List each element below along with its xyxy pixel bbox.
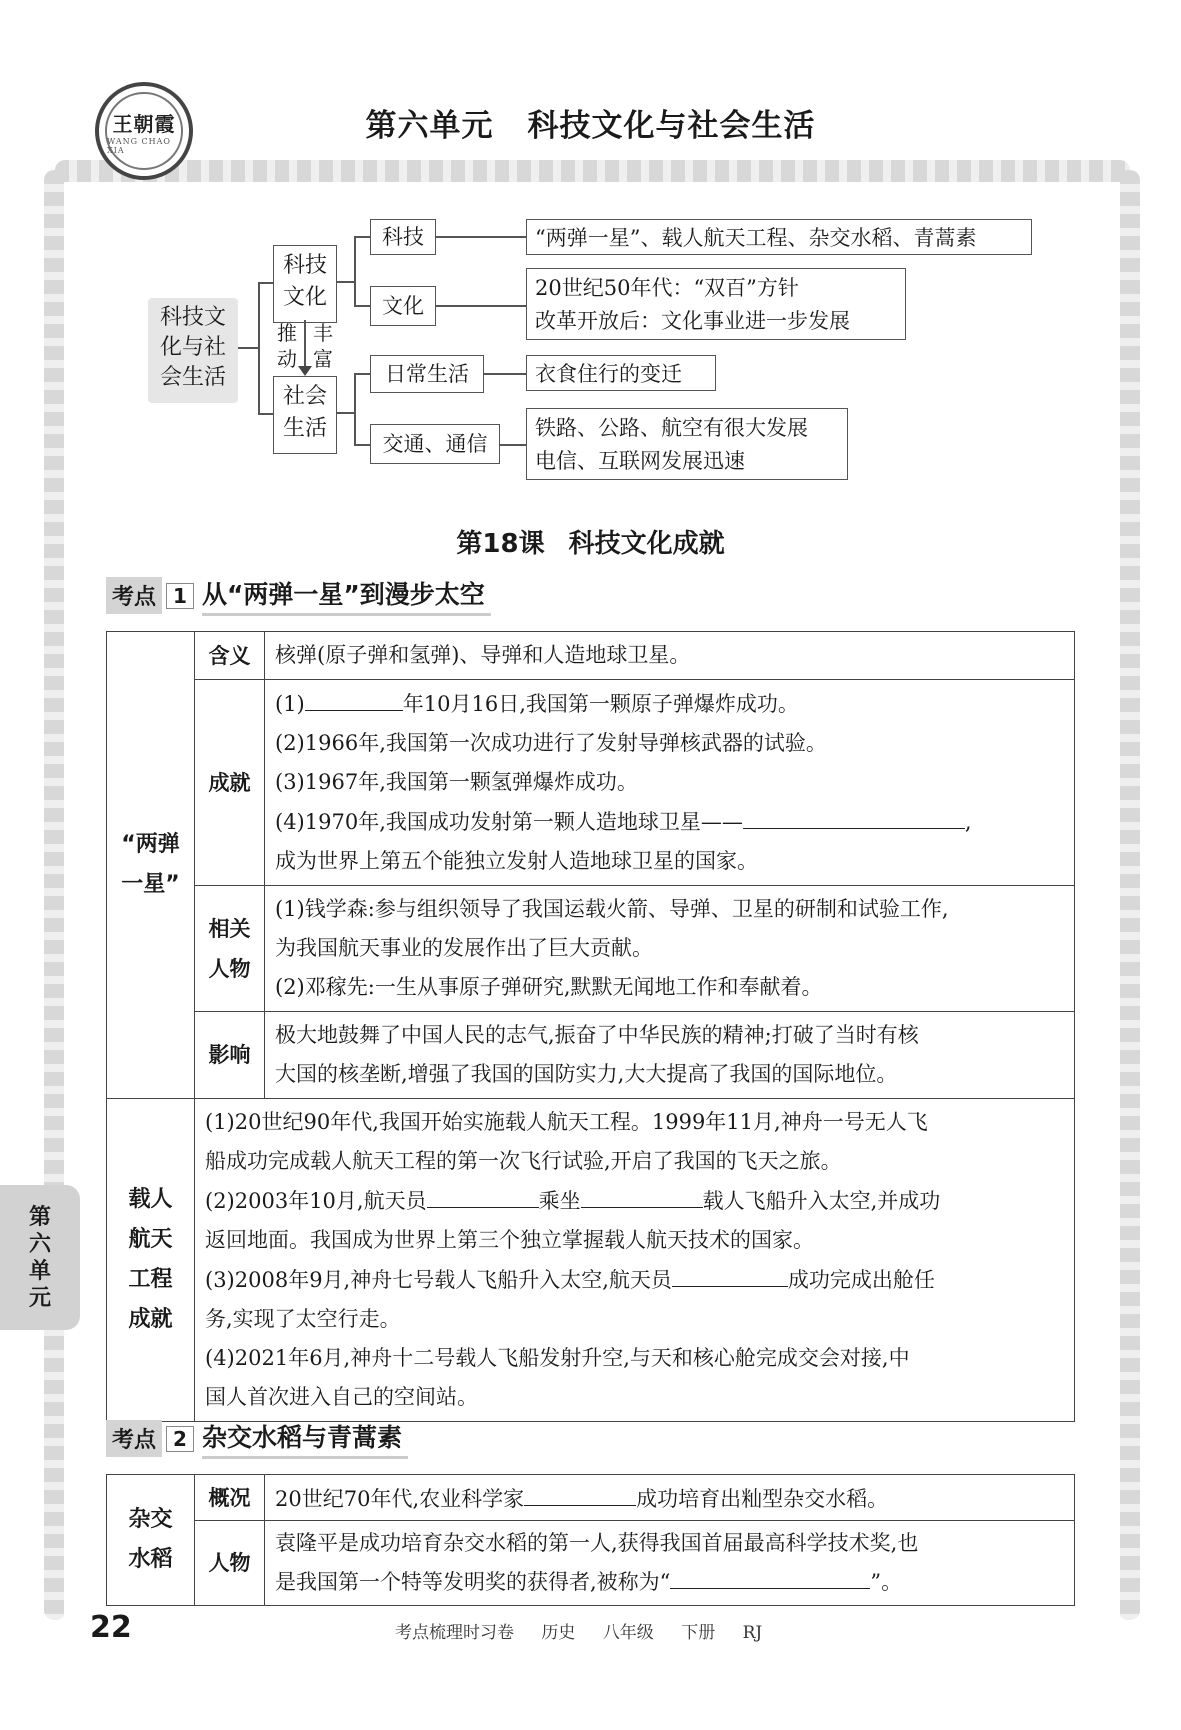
- mm-arrow-left-2: 动: [277, 347, 297, 371]
- kp1-chengjiu-line3: (3)1967年,我国第一颗氢弹爆炸成功。: [275, 770, 638, 794]
- mm-wenhua-detail-1: 20世纪50年代：“双百”方针: [535, 276, 799, 300]
- mm-line-root: [238, 347, 260, 349]
- text: 20世纪70年代,农业科学家: [275, 1487, 525, 1511]
- kp1-renwu-label-2: 人物: [208, 956, 251, 981]
- mm-line-root-vert: [258, 282, 260, 414]
- unit-side-tab: [0, 1185, 80, 1330]
- kp1-tag: 考点: [106, 577, 162, 614]
- kp1-chengjiu-line5: 成为世界上第五个能独立发射人造地球卫星的国家。: [275, 849, 758, 873]
- kp1-group2-line3: 工程: [128, 1267, 173, 1292]
- fill-blank-spacecraft[interactable]: [581, 1181, 703, 1208]
- kp1-hangtian-line5: [205, 1260, 1064, 1300]
- kp1-hangtian: [195, 1099, 1075, 1422]
- mm-wenhua-detail: [526, 268, 906, 340]
- kp2-title: 杂交水稻与青蒿素: [202, 1418, 408, 1459]
- mm-branch2-line2: 生活: [282, 416, 327, 441]
- kp1-group1-line1: “两弹: [121, 832, 180, 857]
- kp2-group-line2: 水稻: [128, 1547, 173, 1572]
- mm-line-to-wenhua: [354, 305, 370, 307]
- kp2-table: [106, 1474, 1075, 1606]
- fill-blank-year[interactable]: [305, 684, 403, 711]
- kp1-renwu-line1: (1)钱学森:参与组织领导了我国运载火箭、导弹、卫星的研制和试验工作,: [275, 897, 949, 921]
- kp1-chengjiu-line2: (2)1966年,我国第一次成功进行了发射导弹核武器的试验。: [275, 731, 827, 755]
- mm-node-jiaotong: [370, 424, 500, 464]
- mm-root-line2: 化与社: [159, 335, 226, 360]
- lesson-number: 第18课: [456, 529, 545, 559]
- kp1-group1-cell: [107, 632, 195, 1099]
- mm-root: [148, 298, 238, 403]
- table-row: [107, 886, 1075, 1012]
- table-row: [107, 1099, 1075, 1422]
- key-point-2-heading: [106, 1418, 408, 1459]
- mm-branch-shehui-shenghuo: [273, 376, 337, 454]
- mm-arrow-label-left: [277, 320, 297, 372]
- text: 年10月16日,我国第一颗原子弹爆炸成功。: [402, 692, 799, 716]
- kp1-chengjiu-line1: [275, 684, 1064, 724]
- mm-line-b2-vert: [354, 373, 356, 445]
- kp1-hanyi: 核弹(原子弹和氢弹)、导弹和人造地球卫星。: [265, 632, 1075, 680]
- kp1-chengjiu-label: 成就: [195, 680, 265, 886]
- table-row: [107, 1012, 1075, 1099]
- kp1-group2-line1: 载人: [128, 1187, 173, 1212]
- kp1-renwu-line2: 为我国航天事业的发展作出了巨大贡献。: [275, 936, 653, 960]
- kp1-hangtian-line3: [205, 1181, 1064, 1221]
- fill-blank-scientist[interactable]: [524, 1479, 636, 1506]
- mm-line-wenhua-detail: [436, 305, 526, 307]
- page-frame-left: [44, 170, 66, 1620]
- mm-line-richang-detail: [484, 373, 526, 375]
- text: (4)1970年,我国成功发射第一颗人造地球卫星——: [275, 810, 743, 834]
- kp1-hangtian-line7: (4)2021年6月,神舟十二号载人飞船发射升空,与天和核心舱完成交会对接,中: [205, 1346, 910, 1370]
- mm-line-to-b2: [258, 413, 274, 415]
- mm-node-richang: [370, 355, 484, 393]
- mm-wenhua-label: 文化: [382, 294, 424, 318]
- mm-keji-label: 科技: [382, 225, 424, 249]
- mm-branch2-line1: 社会: [282, 384, 327, 409]
- mm-jiaotong-label: 交通、通信: [382, 432, 488, 456]
- footer-edition: RJ: [742, 1623, 763, 1643]
- table-row: [107, 1521, 1075, 1606]
- text: 是我国第一个特等发明奖的获得者,被称为“: [275, 1570, 671, 1594]
- mm-line-to-keji: [354, 236, 370, 238]
- mm-branch-keji-wenhua: [273, 245, 337, 323]
- kp2-number: 2: [166, 1426, 194, 1452]
- kp1-number: 1: [166, 583, 194, 609]
- kp1-renwu: [265, 886, 1075, 1012]
- kp1-yingxiang: [265, 1012, 1075, 1099]
- mm-arrow-left-1: 推: [277, 321, 297, 345]
- page-frame-top: [55, 160, 1130, 184]
- kp2-renwu: [265, 1521, 1075, 1606]
- mm-line-b2: [337, 412, 355, 414]
- text: (3)2008年9月,神舟七号载人飞船升入太空,航天员: [205, 1268, 672, 1292]
- mm-branch1-line2: 文化: [282, 285, 327, 310]
- kp1-chengjiu-line4: [275, 802, 1064, 842]
- mm-arrow-shaft: [304, 320, 306, 372]
- kp1-group2-cell: [107, 1099, 195, 1422]
- logo-text: 王朝霞: [112, 111, 176, 136]
- kp1-hanyi-label: 含义: [195, 632, 265, 680]
- mm-line-to-richang: [354, 373, 370, 375]
- mm-arrow-label-right: [313, 320, 333, 372]
- side-tab-char4: 元: [28, 1285, 51, 1311]
- kp1-chengjiu: [265, 680, 1075, 886]
- kp1-yingxiang-line1: 极大地鼓舞了中国人民的志气,振奋了中华民族的精神;打破了当时有核: [275, 1023, 919, 1047]
- mm-line-keji-detail: [436, 236, 526, 238]
- footer-grade: 八年级: [602, 1623, 654, 1643]
- mm-line-jiaotong-detail: [500, 444, 526, 446]
- kp1-group2-line2: 航天: [128, 1227, 173, 1252]
- mm-jiaotong-detail-2: 电信、互联网发展迅速: [535, 449, 745, 473]
- page-number: 22: [90, 1610, 132, 1645]
- text: 成功培育出籼型杂交水稻。: [636, 1487, 889, 1511]
- mm-node-wenhua: [370, 286, 436, 326]
- page-footer: [395, 1618, 784, 1643]
- footer-subject: 历史: [541, 1623, 576, 1643]
- side-tab-char1: 第: [28, 1204, 51, 1230]
- unit-label: 第六单元: [365, 108, 494, 144]
- kp1-title: 从“两弹一星”到漫步太空: [202, 575, 491, 616]
- mm-line-b1-vert: [354, 236, 356, 306]
- mm-richang-detail-text: 衣食住行的变迁: [535, 362, 682, 386]
- kp2-renwu-line1: 袁隆平是成功培育杂交水稻的第一人,获得我国首届最高科学技术奖,也: [275, 1531, 919, 1555]
- side-tab-char3: 单: [28, 1258, 51, 1284]
- logo-subtext: WANG CHAO XIA: [107, 136, 171, 155]
- key-point-1-heading: [106, 575, 491, 616]
- mm-richang-label: 日常生活: [385, 362, 469, 386]
- mm-arrow-right-2: 富: [313, 347, 333, 371]
- page-frame-right: [1118, 170, 1140, 1620]
- text: 乘坐: [538, 1189, 581, 1213]
- kp1-hangtian-line4: 返回地面。我国成为世界上第三个独立掌握载人航天技术的国家。: [205, 1228, 814, 1252]
- kp2-renwu-label: 人物: [195, 1521, 265, 1606]
- mm-jiaotong-detail-1: 铁路、公路、航空有很大发展: [535, 416, 808, 440]
- kp1-yingxiang-label: 影响: [195, 1012, 265, 1099]
- table-row: [107, 1475, 1075, 1521]
- table-row: [107, 680, 1075, 886]
- mm-node-keji: [370, 219, 436, 255]
- text: 载人飞船升入太空,并成功: [702, 1189, 941, 1213]
- mm-line-to-b1: [258, 282, 274, 284]
- kp1-renwu-label-1: 相关: [208, 916, 251, 941]
- text: ”。: [870, 1570, 903, 1594]
- footer-volume: 下册: [681, 1623, 716, 1643]
- footer-book: 考点梳理时习卷: [395, 1623, 514, 1643]
- lesson-title: 科技文化成就: [568, 529, 725, 559]
- kp1-renwu-line3: (2)邓稼先:一生从事原子弹研究,默默无闻地工作和奉献着。: [275, 975, 823, 999]
- kp1-table: [106, 631, 1075, 1422]
- kp1-hangtian-line1: (1)20世纪90年代,我国开始实施载人航天工程。1999年11月,神舟一号无人飞: [205, 1110, 928, 1134]
- kp2-renwu-line2: [275, 1562, 1064, 1601]
- mm-root-line3: 会生活: [159, 365, 226, 390]
- kp2-gaikuang-label: 概况: [195, 1475, 265, 1521]
- kp1-hangtian-line2: 船成功完成载人航天工程的第一次飞行试验,开启了我国的飞天之旅。: [205, 1149, 842, 1173]
- fill-blank-satellite[interactable]: [743, 802, 965, 829]
- kp1-hangtian-line6: 务,实现了太空行走。: [205, 1307, 401, 1331]
- text: (2)2003年10月,航天员: [205, 1189, 427, 1213]
- kp2-group-cell: [107, 1475, 195, 1606]
- table-row: [107, 632, 1075, 680]
- text: (1): [275, 692, 305, 716]
- mm-keji-detail-text: “两弹一星”、载人航天工程、杂交水稻、青蒿素: [535, 226, 977, 250]
- kp1-renwu-label: [195, 886, 265, 1012]
- kp1-hangtian-line8: 国人首次进入自己的空间站。: [205, 1385, 478, 1409]
- mm-keji-detail: [526, 219, 1032, 255]
- mm-branch1-line1: 科技: [282, 253, 327, 278]
- lesson-heading: [0, 523, 1181, 560]
- kp1-yingxiang-line2: 大国的核垄断,增强了我国的国防实力,大大提高了我国的国际地位。: [275, 1062, 898, 1086]
- mm-line-b1: [337, 281, 355, 283]
- fill-blank-spacewalker[interactable]: [672, 1260, 788, 1287]
- kp2-gaikuang: [265, 1475, 1075, 1521]
- kp1-group2-line4: 成就: [128, 1307, 173, 1332]
- text: ,: [964, 810, 972, 834]
- mm-root-line1: 科技文: [159, 305, 226, 330]
- text: 成功完成出舱任: [787, 1268, 935, 1292]
- unit-title: 科技文化与社会生活: [527, 108, 816, 144]
- kp2-tag: 考点: [106, 1420, 162, 1457]
- mm-jiaotong-detail: [526, 408, 848, 480]
- mm-arrow-right-1: 丰: [313, 321, 333, 345]
- unit-heading: [0, 100, 1181, 145]
- mm-richang-detail: [526, 355, 716, 391]
- kp1-group1-line2: 一星”: [121, 872, 180, 897]
- side-tab-char2: 六: [28, 1231, 51, 1257]
- mm-arrow-head: [298, 366, 312, 376]
- mm-line-to-jiaotong: [354, 444, 370, 446]
- fill-blank-astronaut[interactable]: [427, 1181, 539, 1208]
- kp2-group-line1: 杂交: [128, 1507, 173, 1532]
- fill-blank-title[interactable]: [670, 1562, 870, 1589]
- mm-wenhua-detail-2: 改革开放后：文化事业进一步发展: [535, 309, 850, 333]
